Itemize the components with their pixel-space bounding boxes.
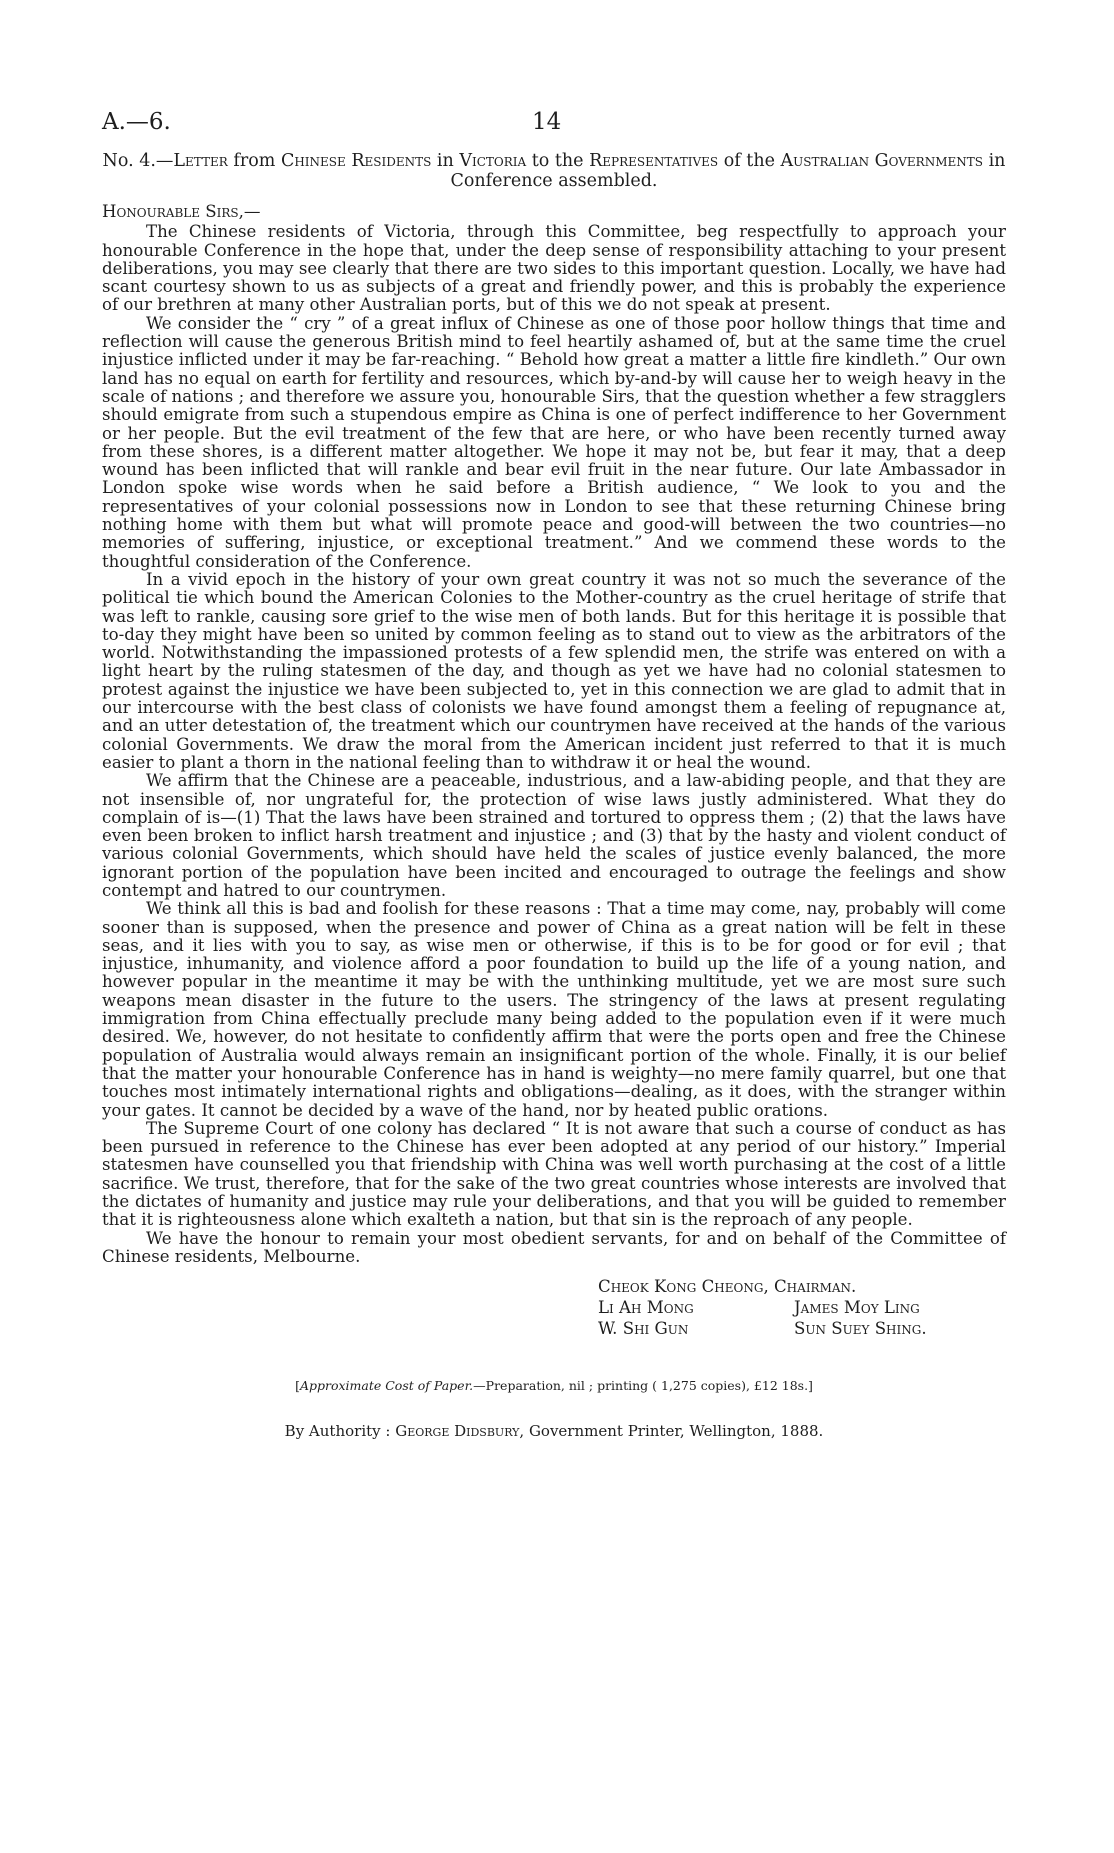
authority-printer: George Didsbury [395,1421,520,1440]
paragraph-5: We think all this is bad and foolish for these reasons : That a time may come, nay, probably will come sooner than is supposed, when the presence and power of China as a great nation will be felt in these seas, and it lies with you to say, as wise men or otherwise, if this is to be for good or for evil ; that injustice, inhumanity, and violence afford a poor foundation to build up the life of a young nation, and however popular in the meantime it may be with the unthinking multitude, yet we are most sure such weapons mean disaster in the future to the users. The stringency of the laws at present regulating immigration from China effectually preclude many being added to the population even if it were much desired. We, however, do not hesitate to confidently affirm that were the ports open and free the Chinese population of Australia would always remain an insignificant portion of the whole. Finally, it is our belief that the matter your honourable Conference has in hand is weighty—no mere family quarrel, but one that touches most intimately international rights and obligations—dealing, as it does, with the stranger within your gates. It cannot be decided by a wave of the hand, nor by heated public orations. [102,899,1006,1120]
title-from: from [227,151,281,171]
paragraph-4: We affirm that the Chinese are a peaceable, industrious, and a law-abiding people, and that they are not insensible of, nor ungrateful for, the protection of wise laws justly administered. What they do complain of is—(1) That the laws have been strained and tortured to oppress them ; (2) that the laws have even been broken to inflict harsh treatment and injustice ; and (3) that by the hasty and violent conduct of various colonial Governments, which should have held the scales of justice evenly balanced, the more ignorant portion of the population have been incited and encouraged to outrage the feelings and show contempt and hatred to our countrymen. [102,771,1006,900]
letter-title [102,151,1006,191]
page-number: 14 [532,109,562,135]
paragraph-7: We have the honour to remain your most obedient servants, for and on behalf of the Committee of Chinese residents, Melbourne. [102,1228,1006,1266]
signature-chairman: Cheok Kong Cheong, Chairman. [598,1277,857,1297]
title-australian-governments: Australian Governments [780,151,983,171]
signature-row [598,1318,998,1339]
authority-prefix: By Authority : [284,1421,396,1440]
signature-w-shi-gun: W. Shi Gun [598,1319,689,1339]
page-header [102,105,1006,151]
title-of-the: of the [718,151,781,171]
cost-bracket: [ [295,1378,300,1394]
paragraph-6: The Supreme Court of one colony has declared “ It is not aware that such a course of conduct as has been pursued in reference to the Chinese has ever been adopted at any period of our history.” Imperial statesmen have counselled you that friendship with China was well worth purchasing at the cost of a little sacrifice. We trust, therefore, that for the sake of the two great countries whose interests are involved that the dictates of humanity and justice may rule your deliberations, and that you will be guided to remember that it is righteousness alone which exalteth a nation, but that sin is the reproach of any people. [102,1118,1006,1230]
cost-label: Approximate Cost of Paper. [299,1378,474,1394]
signature-sun-suey-shing: Sun Suey Shing. [794,1319,927,1339]
cost-text: —Preparation, nil ; printing ( 1,275 copies), £12 18s.] [473,1378,813,1394]
paragraph-1: The Chinese residents of Victoria, through this Committee, beg respectfully to approach your honourable Conference in the hope that, under the deep sense of responsibility attaching to your present deliberations, you may see clearly that there are two sides to this important question. Locally, we have had scant courtesy shown to us as subjects of a great and friendly power, and this is probably the experience of our brethren at many other Australian ports, but of this we do not speak at present. [102,222,1006,315]
signature-li-ah-mong: Li Ah Mong [598,1298,694,1318]
title-representatives: Representatives [589,151,719,171]
title-chinese-residents: Chinese Residents [280,151,432,171]
title-victoria: Victoria [459,151,527,171]
paragraph-2: We consider the “ cry ” of a great influx of Chinese as one of those poor hollow things that time and reflection will cause the generous British mind to feel heartily ashamed of, but at the same time the cruel injustice inflicted under it may be far-reaching. “ Behold how great a matter a little fire kindleth.” Our own land has no equal on earth for fertility and resources, which by-and-by will cause her to weigh heavy in the scale of nations ; and therefore we assure you, honourable Sirs, that the question whether a few stragglers should emigrate from such a stupendous empire as China is one of perfect indifference to her Government or her people. But the evil treatment of the few that are here, or who have been recently turned away from these shores, is a different matter altogether. We hope it may not be, but fear it may, that a deep wound has been inflicted that will rankle and bear evil fruit in the near future. Our late Ambassador in London spoke wise words when he said before a British audience, “ We look to you and the representatives of your colonial possessions now in London to see that these returning Chinese bring nothing home with them but what will promote peace and good-will between the two countries—no memories of suffering, injustice, or exceptional treatment.” And we commend these words to the thoughtful consideration of the Conference. [102,313,1006,571]
title-to-the: to the [526,151,590,171]
letter-body [102,223,1006,1266]
paper-code: A.—6. [102,109,171,135]
authority-line [102,1422,1006,1440]
title-in-conference: in Conference assembled. [450,151,1006,191]
authority-suffix: , Government Printer, Wellington, 1888. [519,1421,824,1440]
signature-row [598,1297,998,1318]
cost-note [102,1377,1006,1395]
title-number: No. 4.— [102,151,174,171]
title-in: in [431,151,460,171]
signature-block [598,1276,998,1339]
salutation: Honourable Sirs,— [102,202,261,221]
signature-james-moy-ling: James Moy Ling [794,1298,920,1318]
title-letter: Letter [173,151,228,171]
paragraph-3: In a vivid epoch in the history of your own great country it was not so much the severance of the political tie which bound the American Colonies to the Mother-country as the cruel heritage of strife that was left to rankle, causing sore grief to the wise men of both lands. But for this heritage it is possible that to-day they might have been so united by common feeling as to stand out to view as the arbitrators of the world. Notwithstanding the impassioned protests of a few splendid men, the strife was entered on with a light heart by the ruling statesmen of the day, and though as yet we have had no colonial statesmen to protest against the injustice we have been subjected to, yet in this connection we are glad to admit that in our intercourse with the best class of colonists we have found amongst them a feeling of repugnance at, and an utter detestation of, the treatment which our countrymen have received at the hands of the various colonial Governments. We draw the moral from the American incident just referred to that it is much easier to plant a thorn in the national feeling than to withdraw it or heal the wound. [102,569,1006,772]
signature-row [598,1276,998,1297]
